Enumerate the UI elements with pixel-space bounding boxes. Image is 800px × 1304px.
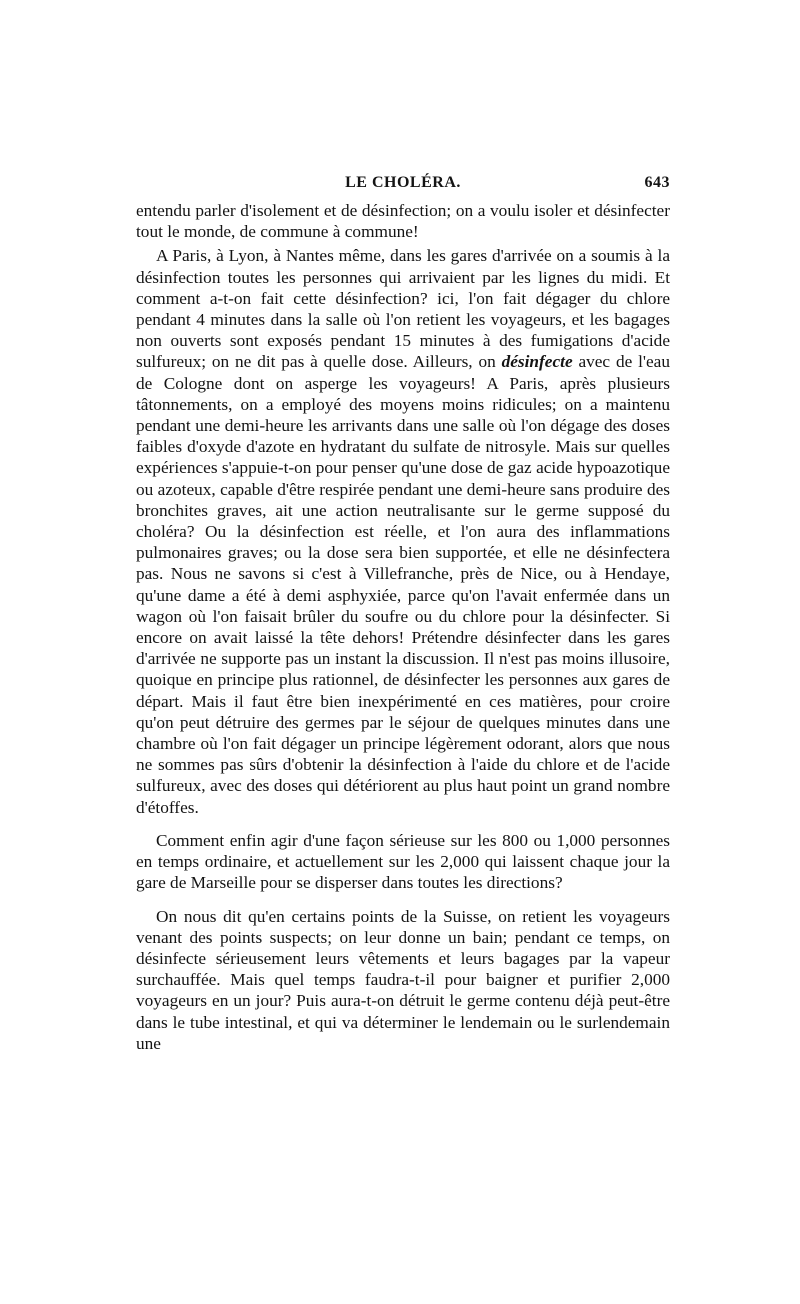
page-number: 643 xyxy=(644,174,670,191)
paragraph-2-part-b: avec de l'eau de Cologne dont on asperge les voyageurs! A Paris, après plusieurs tâtonnements, on a employé des moyens moins ridicules; on a maintenu pendant une demi-heure les arrivants dans une salle où l'on dégage des doses faibles d'oxyde d'azote en hydratant du sulfate de nitrosyle. Mais sur quelles expériences s'appuie-t-on pour penser qu'une dose de gaz acide hypoazotique ou azoteux, capable d'être respirée pendant une demi-heure sans produire des bronchites graves, ait une action neutralisante sur le germe supposé du choléra? Ou la désinfection est réelle, et l'on aura des inflammations pulmonaires graves; ou la dose sera bien supportée, et elle ne désinfectera pas. Nous ne savons si c'est à Villefranche, près de Nice, ou à Hendaye, qu'une dame a été à demi asphyxiée, parce qu'on l'avait enfermée dans un wagon où l'on faisait brûler du soufre ou du chlore pour la désinfecter. Si encore on avait laissé la tête dehors! Prétendre désinfecter dans les gares d'arrivée ne supporte pas un instant la discussion. Il n'est pas moins illusoire, quoique en principe plus rationnel, de désinfecter les personnes aux gares de départ. Mais il faut être bien inexpérimenté en ces matières, pour croire qu'on peut détruire des germes par le séjour de quelques minutes dans une chambre où l'on fait dégager un principe légèrement odorant, alors que nous ne sommes pas sûrs d'obtenir la désinfection à l'aide du chlore et de l'acide sulfureux, avec des doses qui détériorent au plus haut point un grand nombre d'étoffes. xyxy=(136,352,670,817)
paragraph-2 xyxy=(136,245,670,817)
running-title: LE CHOLÉRA. xyxy=(345,174,461,191)
paragraph-2-emphasis: désinfecte xyxy=(501,352,573,372)
paragraph-4: On nous dit qu'en certains points de la Suisse, on retient les voyageurs venant des points suspects; on leur donne un bain; pendant ce temps, on désinfecte sérieusement leurs vêtements et leurs bagages par la vapeur surchauffée. Mais quel temps faudra-t-il pour baigner et purifier 2,000 voyageurs en un jour? Puis aura-t-on détruit le germe contenu déjà peut-être dans le tube intestinal, et qui va déterminer le lendemain ou le surlendemain une xyxy=(136,906,670,1053)
paragraph-2-part-a: A Paris, à Lyon, à Nantes même, dans les gares d'arrivée on a soumis à la désinfection toutes les personnes qui arrivaient par les lignes du midi. Et comment a-t-on fait cette désinfection? ici, l'on fait dégager du chlore pendant 4 minutes dans la salle où l'on retient les voyageurs, et les bagages non ouverts sont exposés pendant 15 minutes à des fumigations d'acide sulfureux; on ne dit pas à quelle dose. Ailleurs, on xyxy=(136,246,670,372)
paragraph-gap xyxy=(136,894,670,903)
paragraph-1: entendu parler d'isolement et de désinfection; on a voulu isoler et désinfecter tout le monde, de commune à commune! xyxy=(136,201,670,242)
running-head xyxy=(136,174,670,200)
paragraph-gap xyxy=(136,818,670,827)
paragraph-3: Comment enfin agir d'une façon sérieuse sur les 800 ou 1,000 personnes en temps ordinaire, et actuellement sur les 2,000 qui laissent chaque jour la gare de Marseille pour se disperser dans toutes les directions? xyxy=(136,830,670,893)
book-page xyxy=(136,174,670,1054)
